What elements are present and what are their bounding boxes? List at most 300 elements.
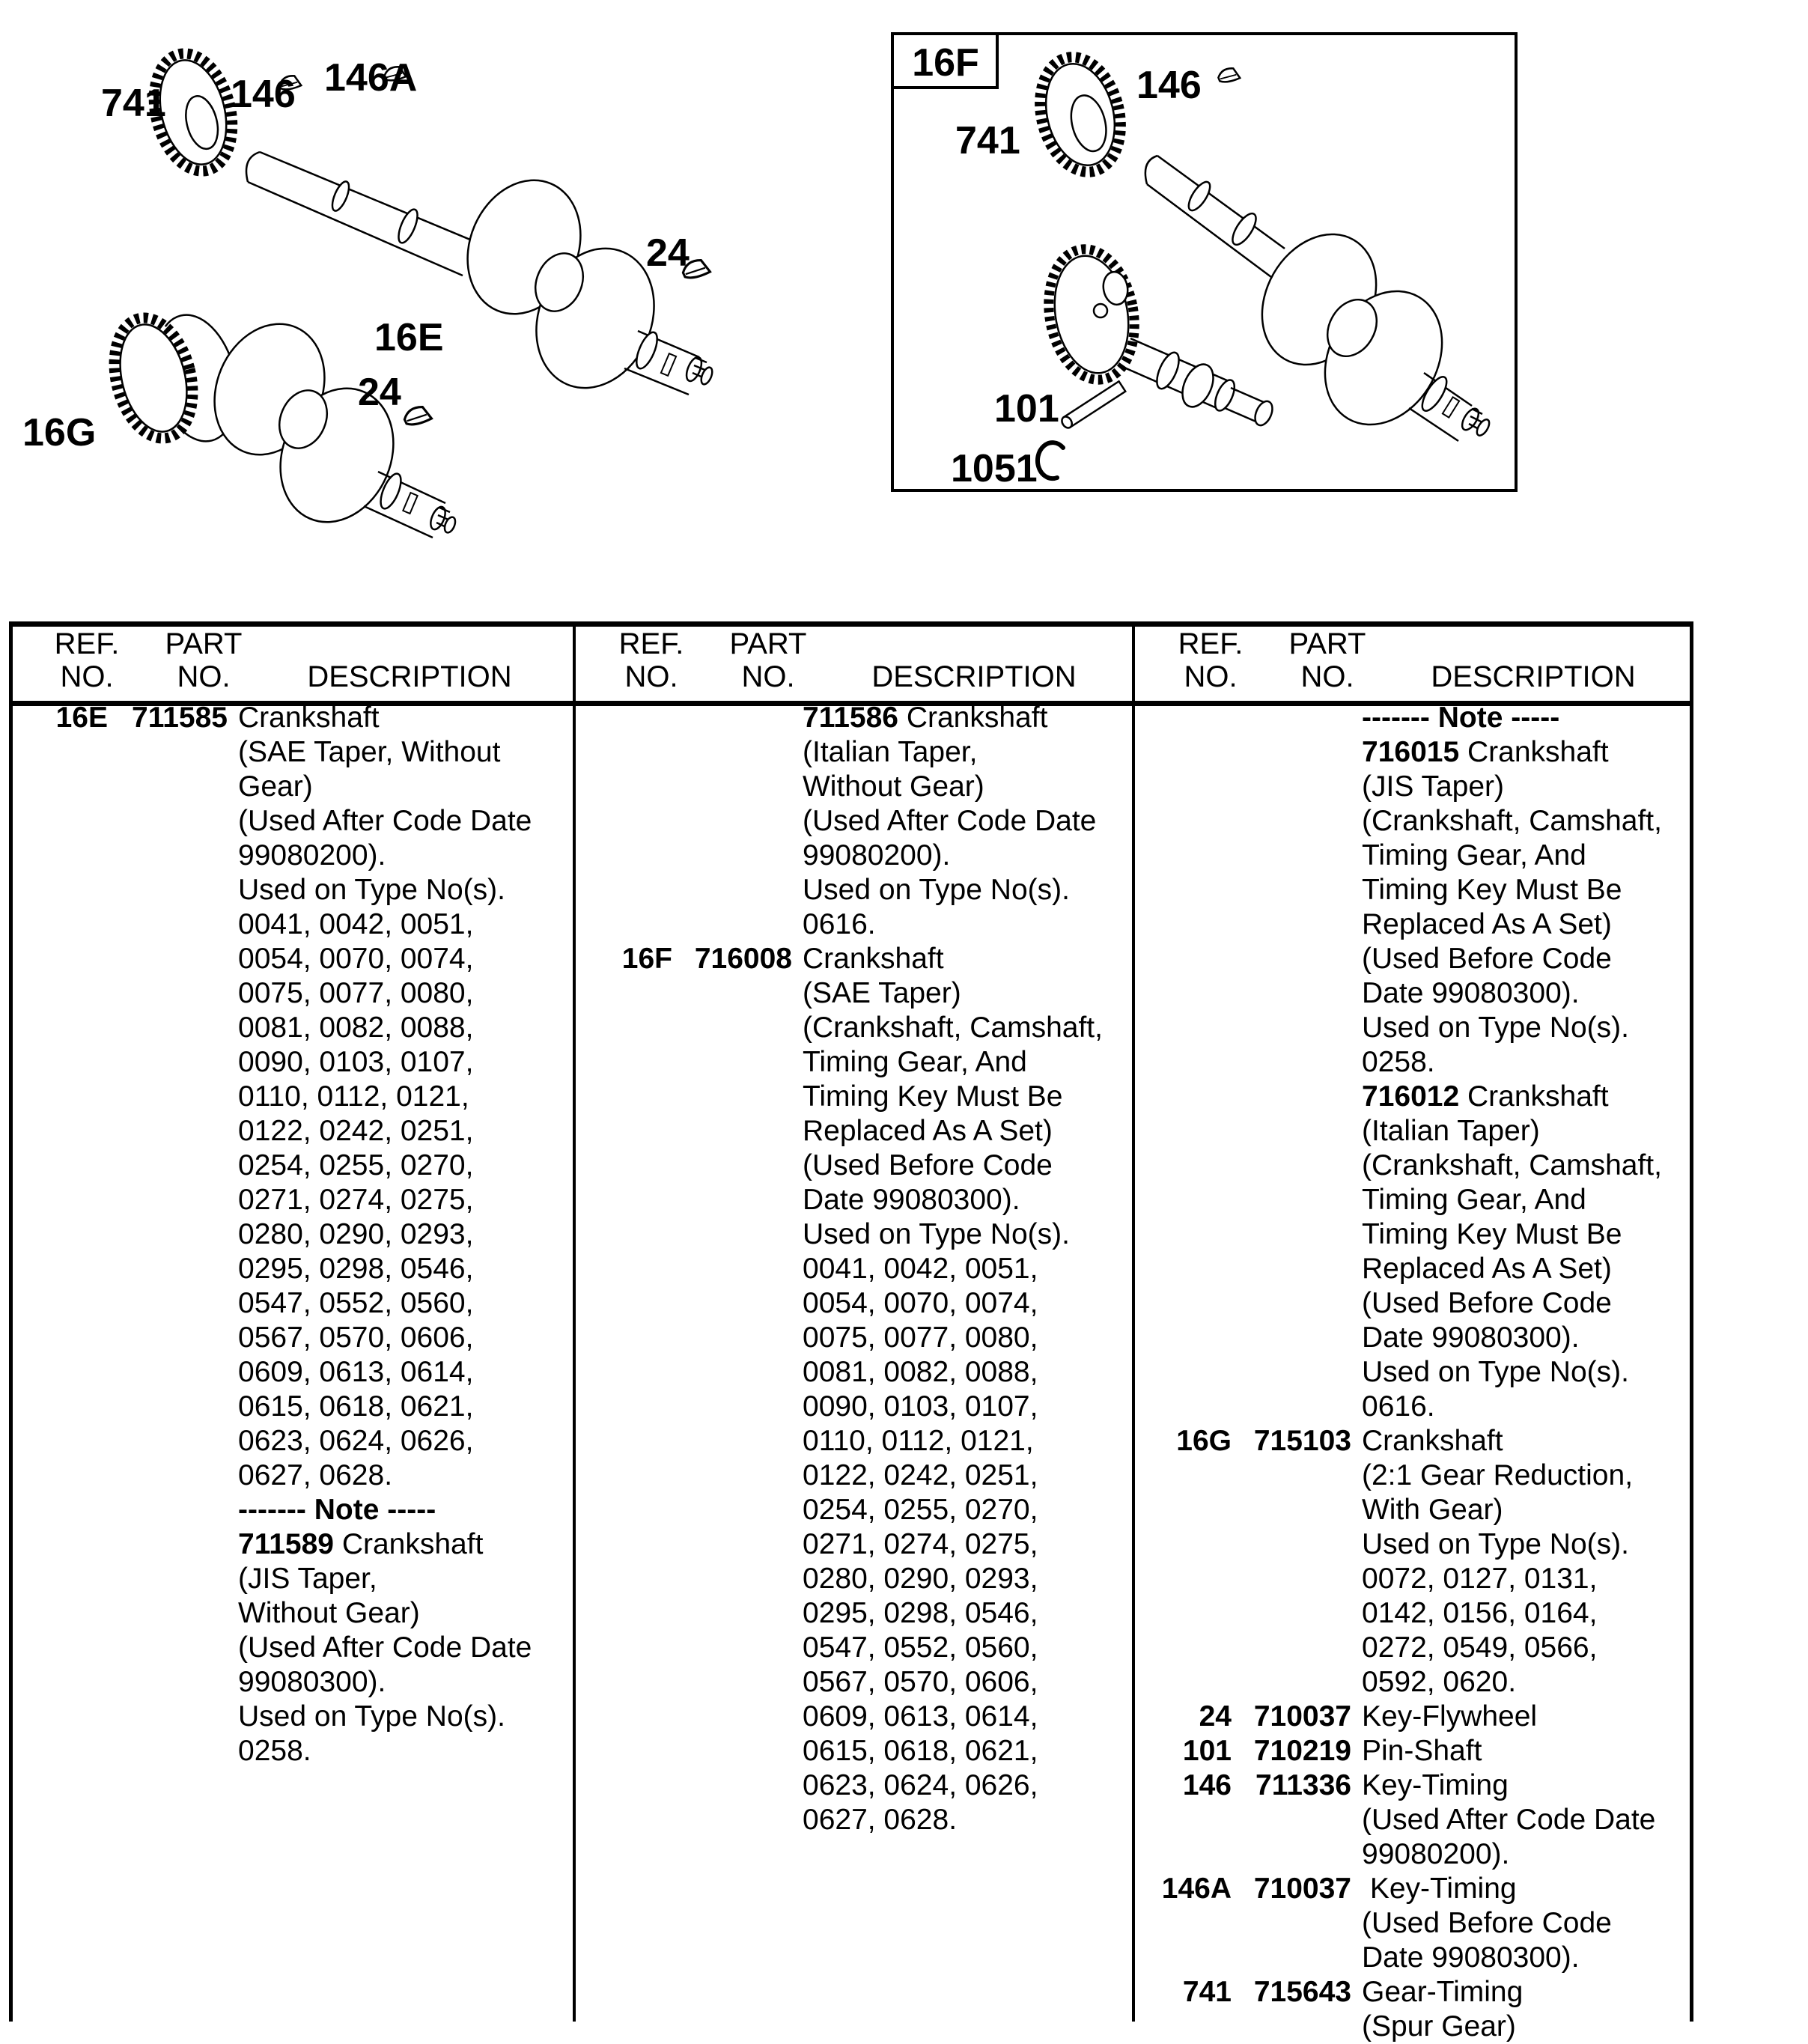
description-cell: (SAE Taper, Without (238, 736, 501, 768)
table-line (1134, 1837, 1692, 1872)
ref-no-cell (1134, 1080, 1232, 1114)
part-no-cell: 715643 (1253, 1976, 1351, 2008)
header-part-no: NO. (741, 660, 795, 693)
table-header (1134, 621, 1692, 701)
part-no-cell (1247, 1837, 1351, 1872)
description-cell: Key-Flywheel (1362, 1700, 1538, 1733)
table-line (10, 1527, 568, 1562)
description-cell: Used on Type No(s). (238, 1700, 505, 1733)
description-cell: Date 99080300). (1362, 1941, 1580, 1974)
table-column-body (10, 701, 568, 2017)
table-line (575, 804, 1133, 839)
description-cell: 0054, 0070, 0074, (803, 1287, 1038, 1319)
description-cell: 0567, 0570, 0606, (238, 1321, 474, 1354)
table-line (575, 701, 1133, 735)
table-line (575, 942, 1133, 976)
part-no-cell (687, 1459, 792, 1493)
part-no-cell (123, 1355, 228, 1390)
table-line (10, 1286, 568, 1321)
header-description: DESCRIPTION (1431, 660, 1636, 693)
ref-no-cell (10, 1183, 108, 1217)
description-cell: (2:1 Gear Reduction, (1362, 1459, 1634, 1491)
description-cell: 99080200). (1362, 1838, 1510, 1870)
ref-no-cell (10, 1459, 108, 1493)
table-line (575, 907, 1133, 942)
part-no-cell (123, 1527, 228, 1562)
retaining-ring-1051-icon (1038, 442, 1063, 478)
ref-no-cell (10, 1011, 108, 1045)
description-cell: (Used Before Code (1362, 943, 1612, 975)
description-cell: (Used Before Code (1362, 1907, 1612, 1939)
ref-no-cell (10, 1734, 108, 1768)
description-cell: 0623, 0624, 0626, (803, 1769, 1038, 1801)
key-24-left-icon (404, 404, 433, 428)
table-line (10, 1183, 568, 1217)
part-no-cell (1247, 1114, 1351, 1149)
pin-101-label: 101 (994, 387, 1059, 431)
table-line (10, 770, 568, 804)
ref-no-cell (575, 1011, 672, 1045)
part-no-cell (1247, 1217, 1351, 1252)
table-line (575, 1596, 1133, 1631)
part-no-cell (1247, 1183, 1351, 1217)
ref-no-cell (1134, 1941, 1232, 1975)
table-column-1 (10, 621, 568, 2022)
part-no-cell (1247, 1459, 1351, 1493)
table-line (575, 1080, 1133, 1114)
part-no-cell (1247, 1390, 1351, 1424)
description-cell: (Used After Code Date (803, 805, 1097, 837)
table-line (10, 1424, 568, 1459)
part-no-cell (1247, 701, 1351, 735)
part-no-cell (123, 1665, 228, 1700)
table-line (1134, 2010, 1692, 2044)
description-cell: Used on Type No(s). (1362, 1528, 1629, 1560)
part-no-cell (687, 1080, 792, 1114)
table-header (575, 621, 1133, 701)
ref-no-cell (1134, 1045, 1232, 1080)
description-cell: 0615, 0618, 0621, (803, 1735, 1038, 1767)
description-cell: (Used After Code Date (238, 1631, 532, 1664)
table-line (10, 1700, 568, 1734)
ref-no-cell (575, 1114, 672, 1149)
table-line (10, 907, 568, 942)
table-line (575, 1665, 1133, 1700)
description-cell: 0258. (238, 1735, 311, 1767)
description-cell: 0142, 0156, 0164, (1362, 1597, 1598, 1629)
table-line (10, 1562, 568, 1596)
header-ref: REF. (1178, 627, 1244, 660)
ref-no-cell (1134, 1217, 1232, 1252)
description-cell: Date 99080300). (1362, 977, 1580, 1009)
description-cell: Timing Gear, And (1362, 839, 1586, 872)
description-cell: (Spur Gear) (1362, 2010, 1516, 2043)
description-cell: Key-Timing (1362, 1769, 1509, 1801)
ref-no-cell (575, 1700, 672, 1734)
part-no-cell: 710037 (1253, 1873, 1351, 1905)
table-line (575, 1252, 1133, 1286)
part-no-cell (687, 873, 792, 907)
part-no-cell (1247, 1596, 1351, 1631)
part-no-cell (1247, 1803, 1351, 1837)
pin-101-icon (1060, 381, 1126, 430)
description-cell: 0072, 0127, 0131, (1362, 1563, 1598, 1595)
table-line (1134, 839, 1692, 873)
description-cell: Timing Gear, And (803, 1046, 1027, 1078)
ref-no-cell (10, 1286, 108, 1321)
ring-1051-label: 1051 (951, 447, 1038, 490)
ref-no-cell (1134, 1183, 1232, 1217)
part-no-cell (1247, 1493, 1351, 1527)
part-no-cell (1247, 1045, 1351, 1080)
description-cell: 0592, 0620. (1362, 1666, 1517, 1698)
ref-no-cell (1134, 1011, 1232, 1045)
part-no-cell (123, 873, 228, 907)
description-cell: (Italian Taper) (1362, 1115, 1540, 1147)
table-line (1134, 1803, 1692, 1837)
part-no-cell (687, 1355, 792, 1390)
description-cell: Timing Gear, And (1362, 1184, 1586, 1216)
timing-gear-741-box-icon (1029, 49, 1133, 181)
table-line (575, 1768, 1133, 1803)
table-line (1134, 1768, 1692, 1803)
part-no-cell (1247, 1355, 1351, 1390)
description-cell: (Used Before Code (1362, 1287, 1612, 1319)
ref-no-cell: 146 (1182, 1769, 1232, 1801)
description-cell: (Crankshaft, Camshaft, (803, 1012, 1103, 1044)
ref-no-cell (1134, 1665, 1232, 1700)
table-line (1134, 1872, 1692, 1906)
part-no-cell (687, 1390, 792, 1424)
table-line (1134, 1493, 1692, 1527)
ref-no-cell (575, 1355, 672, 1390)
ref-no-cell (1134, 735, 1232, 770)
part-no-cell (123, 1459, 228, 1493)
ref-no-cell (575, 1803, 672, 1837)
description-cell: 0122, 0242, 0251, (238, 1115, 474, 1147)
ref-no-cell (1134, 1286, 1232, 1321)
header-part: PART (1288, 627, 1366, 660)
description-cell: 0054, 0070, 0074, (238, 943, 474, 975)
part-no-cell (1247, 1665, 1351, 1700)
table-line (1134, 1321, 1692, 1355)
part-no-cell (687, 1321, 792, 1355)
description-cell: 0627, 0628. (803, 1804, 958, 1836)
description-cell: Crankshaft (803, 943, 944, 975)
ref-no-cell: 101 (1182, 1735, 1232, 1767)
table-line (575, 1114, 1133, 1149)
part-no-cell (1247, 873, 1351, 907)
ref-no-cell (1134, 1149, 1232, 1183)
table-line (10, 839, 568, 873)
description-cell: 0609, 0613, 0614, (238, 1356, 474, 1388)
table-line (1134, 1114, 1692, 1149)
part-no-cell (123, 1493, 228, 1527)
ref-no-cell (1134, 976, 1232, 1011)
table-line (10, 1493, 568, 1527)
key-146-left-label: 146 (231, 73, 296, 116)
ref-no-cell (575, 1149, 672, 1183)
ref-no-cell (10, 1252, 108, 1286)
ref-no-cell (10, 976, 108, 1011)
ref-no-cell (10, 1355, 108, 1390)
ref-no-cell (575, 1321, 672, 1355)
ref-no-cell (10, 1217, 108, 1252)
table-line (575, 1045, 1133, 1080)
table-line (575, 1217, 1133, 1252)
table-line (575, 873, 1133, 907)
description-cell: Gear-Timing (1362, 1976, 1524, 2008)
part-no-cell (1247, 1080, 1351, 1114)
table-line (10, 1252, 568, 1286)
table-line (575, 1390, 1133, 1424)
table-line (575, 1631, 1133, 1665)
description-cell: 0075, 0077, 0080, (803, 1321, 1038, 1354)
table-line (10, 1459, 568, 1493)
description-cell: 0271, 0274, 0275, (238, 1184, 474, 1216)
part-no-cell (123, 1183, 228, 1217)
description-cell: 711589 Crankshaft (238, 1528, 484, 1560)
part-no-cell (123, 1700, 228, 1734)
description-cell: 0090, 0103, 0107, (803, 1390, 1038, 1423)
ref-no-cell (10, 1700, 108, 1734)
ref-no-cell (575, 1390, 672, 1424)
header-part: PART (729, 627, 807, 660)
ref-no-cell (1134, 873, 1232, 907)
description-cell: 0623, 0624, 0626, (238, 1425, 474, 1457)
ref-no-cell (1134, 907, 1232, 942)
description-cell: Used on Type No(s). (238, 874, 505, 906)
ref-no-cell (575, 770, 672, 804)
description-cell: 0271, 0274, 0275, (803, 1528, 1038, 1560)
ref-no-cell (575, 1045, 672, 1080)
description-cell: Timing Key Must Be (803, 1080, 1063, 1113)
table-line (575, 1734, 1133, 1768)
description-cell: With Gear) (1362, 1494, 1503, 1526)
description-cell: Used on Type No(s). (1362, 1012, 1629, 1044)
part-no-cell (687, 1562, 792, 1596)
ref-no-cell (1134, 1803, 1232, 1837)
ref-no-cell (575, 1768, 672, 1803)
ref-no-cell (1134, 839, 1232, 873)
ref-no-cell (1134, 1596, 1232, 1631)
table-line (1134, 1906, 1692, 1941)
ref-no-cell (10, 1424, 108, 1459)
description-cell: 716012 Crankshaft (1362, 1080, 1609, 1113)
table-line (10, 1355, 568, 1390)
part-no-cell (123, 976, 228, 1011)
part-no-cell (1247, 1321, 1351, 1355)
description-cell: ------- Note ----- (238, 1494, 436, 1526)
table-line (1134, 1459, 1692, 1493)
part-no-cell (1247, 1286, 1351, 1321)
ref-no-cell (10, 1114, 108, 1149)
part-no-cell (687, 1493, 792, 1527)
table-line (1134, 1665, 1692, 1700)
part-no-cell (1247, 804, 1351, 839)
ref-no-cell: 146A (1161, 1873, 1232, 1905)
description-cell: (Used After Code Date (238, 805, 532, 837)
table-line (10, 1734, 568, 1768)
description-cell: Date 99080300). (803, 1184, 1020, 1216)
table-line (1134, 1596, 1692, 1631)
part-no-cell (687, 1631, 792, 1665)
description-cell: 0110, 0112, 0121, (803, 1425, 1034, 1457)
table-line (575, 1011, 1133, 1045)
ref-no-cell (575, 907, 672, 942)
table-header (10, 621, 568, 701)
part-no-cell (1247, 1149, 1351, 1183)
description-cell: Used on Type No(s). (803, 874, 1070, 906)
ref-no-cell (10, 1080, 108, 1114)
description-cell: Gear) (238, 770, 313, 803)
description-cell: Key-Timing (1362, 1873, 1517, 1905)
part-no-cell (1247, 976, 1351, 1011)
part-no-cell (687, 1217, 792, 1252)
ref-no-cell (575, 839, 672, 873)
ref-no-cell (10, 1527, 108, 1562)
description-cell: 0254, 0255, 0270, (803, 1494, 1038, 1526)
part-no-cell (1247, 1011, 1351, 1045)
table-line (10, 804, 568, 839)
table-line (575, 1459, 1133, 1493)
ref-no-cell (575, 1665, 672, 1700)
ref-no-cell (10, 1665, 108, 1700)
table-line (10, 1114, 568, 1149)
table-line (10, 976, 568, 1011)
key-146a-left-label: 146A (324, 56, 418, 100)
part-no-cell (123, 1080, 228, 1114)
crankshaft-16g-label: 16G (22, 411, 97, 454)
description-cell: 0280, 0290, 0293, (803, 1563, 1038, 1595)
table-line (10, 1631, 568, 1665)
table-line (1134, 1562, 1692, 1596)
description-cell: Pin-Shaft (1362, 1735, 1482, 1767)
table-line (1134, 1080, 1692, 1114)
ref-no-cell: 16F (621, 943, 672, 975)
description-cell: (SAE Taper) (803, 977, 961, 1009)
part-no-cell (687, 735, 792, 770)
table-line (1134, 770, 1692, 804)
table-line (1134, 701, 1692, 735)
description-cell: Used on Type No(s). (1362, 1356, 1629, 1388)
part-no-cell (123, 1149, 228, 1183)
part-no-cell (123, 942, 228, 976)
ref-no-cell (575, 1459, 672, 1493)
table-line (1134, 1252, 1692, 1286)
ref-no-cell (1134, 804, 1232, 839)
part-no-cell (1247, 2010, 1351, 2044)
description-cell: Replaced As A Set) (803, 1115, 1053, 1147)
table-line (575, 1493, 1133, 1527)
box-16f-title: 16F (912, 41, 979, 85)
ref-no-cell (1134, 701, 1232, 735)
description-cell: 0122, 0242, 0251, (803, 1459, 1038, 1491)
table-line (10, 701, 568, 735)
part-no-cell (1247, 1527, 1351, 1562)
part-no-cell (123, 804, 228, 839)
table-line (575, 1424, 1133, 1459)
header-description: DESCRIPTION (307, 660, 512, 693)
header-description: DESCRIPTION (871, 660, 1077, 693)
ref-no-cell: 24 (1199, 1700, 1232, 1733)
table-line (575, 976, 1133, 1011)
part-no-cell (1247, 1252, 1351, 1286)
header-ref: REF. (54, 627, 120, 660)
gear-741-box-label: 741 (955, 119, 1020, 162)
camshaft-icon (1039, 243, 1276, 428)
table-line (575, 735, 1133, 770)
description-cell: (JIS Taper, (238, 1563, 377, 1595)
table-column-2 (575, 621, 1133, 2022)
ref-no-cell (10, 770, 108, 804)
ref-no-cell (10, 1631, 108, 1665)
description-cell: Timing Key Must Be (1362, 1218, 1622, 1250)
table-line (1134, 942, 1692, 976)
header-ref-no: NO. (624, 660, 678, 693)
description-cell: 0567, 0570, 0606, (803, 1666, 1038, 1698)
ref-no-cell (10, 735, 108, 770)
part-no-cell (1247, 1631, 1351, 1665)
part-no-cell (687, 701, 792, 735)
ref-no-cell (1134, 1321, 1232, 1355)
description-cell: 0075, 0077, 0080, (238, 977, 474, 1009)
ref-no-cell (575, 735, 672, 770)
part-no-cell (123, 907, 228, 942)
part-no-cell (687, 1527, 792, 1562)
part-no-cell: 715103 (1253, 1425, 1351, 1457)
ref-no-cell (10, 873, 108, 907)
table-line (1134, 1734, 1692, 1768)
part-no-cell: 711336 (1255, 1769, 1351, 1801)
table-line (1134, 1217, 1692, 1252)
part-no-cell (687, 1286, 792, 1321)
ref-no-cell (575, 1183, 672, 1217)
description-cell: 0041, 0042, 0051, (238, 908, 474, 940)
ref-no-cell (10, 1562, 108, 1596)
ref-no-cell (1134, 1390, 1232, 1424)
ref-no-cell (1134, 1562, 1232, 1596)
table-line (1134, 907, 1692, 942)
ref-no-cell (575, 1252, 672, 1286)
description-cell: 0041, 0042, 0051, (803, 1253, 1038, 1285)
table-line (1134, 804, 1692, 839)
part-no-cell (1247, 770, 1351, 804)
key-24-right-label: 24 (646, 231, 690, 275)
part-no-cell (687, 1768, 792, 1803)
part-no-cell (1247, 907, 1351, 942)
part-no-cell (687, 1665, 792, 1700)
table-line (10, 1217, 568, 1252)
part-no-cell (687, 1252, 792, 1286)
table-column-body (1134, 701, 1692, 2043)
ref-no-cell: 16E (55, 702, 108, 734)
ref-no-cell (1134, 2010, 1232, 2044)
description-cell: 0280, 0290, 0293, (238, 1218, 474, 1250)
ref-no-cell (575, 1080, 672, 1114)
ref-no-cell (1134, 942, 1232, 976)
description-cell: 0258. (1362, 1046, 1435, 1078)
part-no-cell (123, 735, 228, 770)
table-line (1134, 1183, 1692, 1217)
ref-no-cell (575, 1734, 672, 1768)
table-line (10, 735, 568, 770)
description-cell: 0547, 0552, 0560, (803, 1631, 1038, 1664)
ref-no-cell (1134, 1355, 1232, 1390)
part-no-cell (687, 907, 792, 942)
description-cell: 0081, 0082, 0088, (803, 1356, 1038, 1388)
part-no-cell (687, 804, 792, 839)
